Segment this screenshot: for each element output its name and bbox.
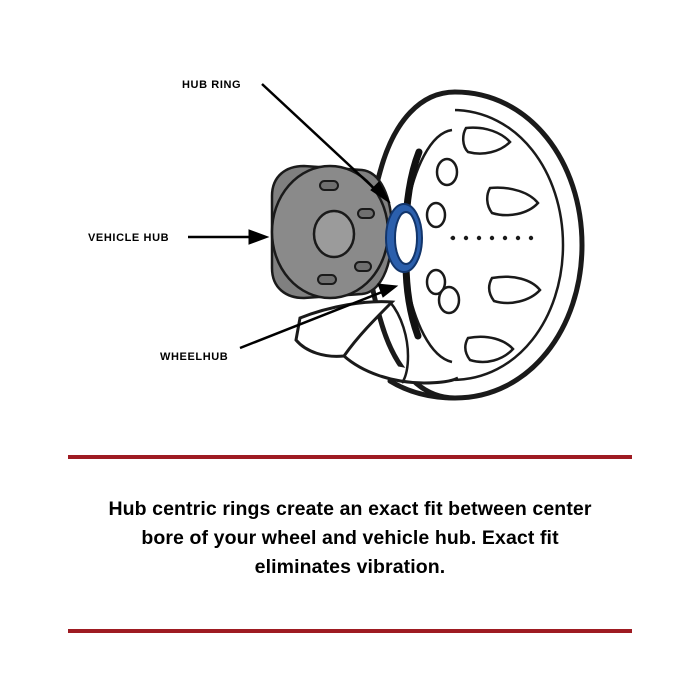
vehicle-hub-part [272, 166, 392, 298]
caption-line-1: Hub centric rings create an exact fit between center [108, 498, 592, 520]
label-hub-ring: HUB RING [182, 79, 242, 91]
label-wheelhub: WHEELHUB [160, 351, 229, 363]
caption-line-2: bore of your wheel and vehicle hub. Exact fit [141, 527, 559, 549]
divider-bottom [68, 629, 632, 633]
label-vehicle-hub: VEHICLE HUB [88, 232, 170, 244]
caption-line-3: eliminates vibration. [254, 556, 446, 578]
divider-top [68, 455, 632, 459]
caption-text [60, 495, 640, 582]
hub-centric-ring-part [386, 204, 422, 272]
